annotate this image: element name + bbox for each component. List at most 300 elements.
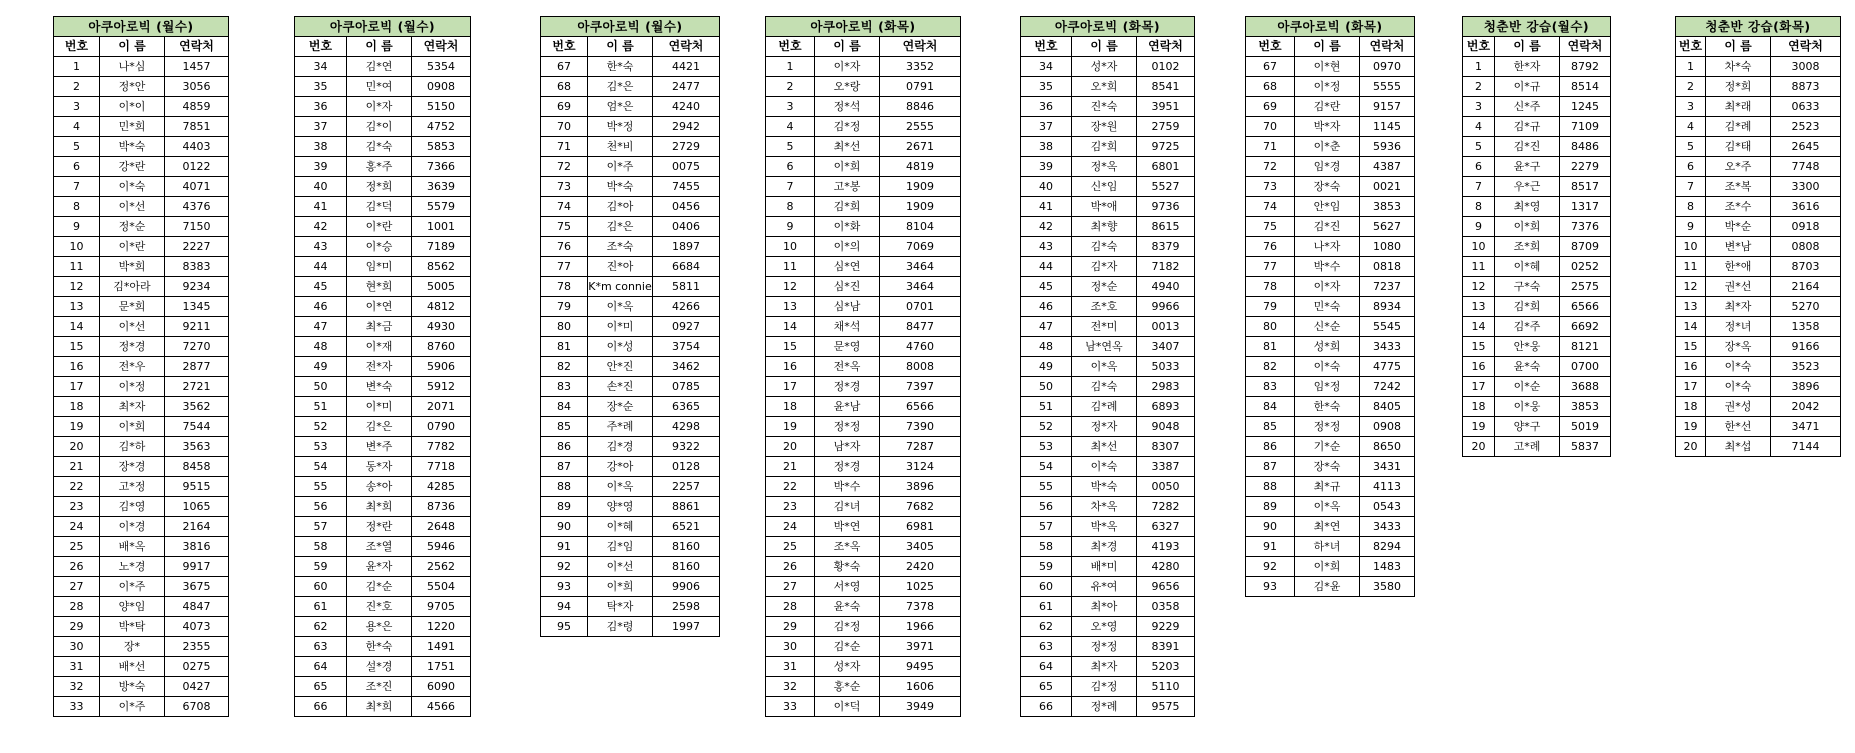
cell-number: 14 [1463, 317, 1495, 337]
cell-number: 73 [1246, 177, 1295, 197]
cell-name: 권*선 [1706, 277, 1771, 297]
table-row [295, 577, 471, 597]
cell-number: 22 [54, 477, 100, 497]
cell-name: 최*선 [1072, 437, 1137, 457]
cell-number: 19 [1463, 417, 1495, 437]
cell-number: 52 [295, 417, 347, 437]
cell-name: 안*웅 [1495, 337, 1560, 357]
table-row [1021, 517, 1195, 537]
cell-name: 이*춘 [1295, 137, 1360, 157]
table-row [766, 657, 961, 677]
cell-name: 조*열 [347, 537, 412, 557]
table-title: 청춘반 강습(화목) [1676, 17, 1841, 37]
cell-name: 최*향 [1072, 217, 1137, 237]
cell-number: 10 [1676, 237, 1706, 257]
table-row [295, 177, 471, 197]
cell-contact: 5946 [412, 537, 471, 557]
table-row [295, 97, 471, 117]
cell-number: 81 [1246, 337, 1295, 357]
cell-contact: 7144 [1771, 437, 1841, 457]
cell-contact: 5545 [1360, 317, 1415, 337]
cell-number: 60 [1021, 577, 1072, 597]
cell-name: 이*재 [347, 337, 412, 357]
cell-name: 배*미 [1072, 557, 1137, 577]
cell-name: 김*윤 [1295, 577, 1360, 597]
cell-number: 9 [1676, 217, 1706, 237]
table-row [1463, 77, 1611, 97]
cell-number: 1 [766, 57, 815, 77]
table-row [295, 57, 471, 77]
cell-number: 9 [54, 217, 100, 237]
cell-number: 39 [295, 157, 347, 177]
cell-contact: 1317 [1560, 197, 1611, 217]
table-row [766, 417, 961, 437]
table-row [1246, 197, 1415, 217]
table-row [1021, 557, 1195, 577]
cell-contact: 0275 [165, 657, 229, 677]
header-contact: 연락처 [412, 37, 471, 57]
cell-name: 장*원 [1072, 117, 1137, 137]
cell-number: 46 [295, 297, 347, 317]
cell-number: 30 [766, 637, 815, 657]
cell-number: 5 [1676, 137, 1706, 157]
cell-contact: 8517 [1560, 177, 1611, 197]
header-number: 번호 [1676, 37, 1706, 57]
cell-name: 민*숙 [1295, 297, 1360, 317]
table-row [54, 77, 229, 97]
table-row [541, 557, 720, 577]
cell-contact: 3971 [880, 637, 961, 657]
cell-contact: 7390 [880, 417, 961, 437]
cell-contact: 1245 [1560, 97, 1611, 117]
cell-name: 김*숙 [1072, 377, 1137, 397]
cell-name: 나*자 [1295, 237, 1360, 257]
cell-name: 차*숙 [1706, 57, 1771, 77]
cell-number: 26 [766, 557, 815, 577]
cell-contact: 1606 [880, 677, 961, 697]
table-row [766, 577, 961, 597]
cell-contact: 0075 [653, 157, 720, 177]
table-row [54, 557, 229, 577]
cell-number: 72 [541, 157, 588, 177]
cell-name: 박*숙 [1072, 477, 1137, 497]
cell-contact: 8477 [880, 317, 961, 337]
cell-contact: 0791 [880, 77, 961, 97]
cell-name: 이*혜 [588, 517, 653, 537]
cell-contact: 2729 [653, 137, 720, 157]
cell-name: 장*경 [100, 457, 165, 477]
table-row [1676, 377, 1841, 397]
table-row [295, 597, 471, 617]
table-row [1021, 117, 1195, 137]
cell-contact: 7376 [1560, 217, 1611, 237]
cell-number: 77 [1246, 257, 1295, 277]
table-row [1021, 537, 1195, 557]
cell-number: 24 [766, 517, 815, 537]
cell-contact: 3616 [1771, 197, 1841, 217]
table-row [541, 537, 720, 557]
cell-number: 20 [1676, 437, 1706, 457]
cell-name: 임*경 [1295, 157, 1360, 177]
cell-number: 6 [1676, 157, 1706, 177]
cell-contact: 3471 [1771, 417, 1841, 437]
cell-contact: 4280 [1137, 557, 1195, 577]
cell-name: 정*희 [347, 177, 412, 197]
cell-number: 10 [54, 237, 100, 257]
cell-number: 87 [541, 457, 588, 477]
cell-number: 80 [1246, 317, 1295, 337]
cell-name: 김*령 [588, 617, 653, 637]
cell-contact: 9495 [880, 657, 961, 677]
cell-contact: 1483 [1360, 557, 1415, 577]
cell-contact: 3949 [880, 697, 961, 717]
cell-number: 82 [541, 357, 588, 377]
cell-name: 정*자 [1072, 417, 1137, 437]
cell-number: 45 [295, 277, 347, 297]
table-row [766, 397, 961, 417]
cell-contact: 9917 [165, 557, 229, 577]
cell-contact: 0543 [1360, 497, 1415, 517]
table-row [295, 697, 471, 717]
cell-name: 조*호 [1072, 297, 1137, 317]
cell-number: 29 [54, 617, 100, 637]
table-row [766, 117, 961, 137]
cell-name: 신*주 [1495, 97, 1560, 117]
cell-name: 양*영 [588, 497, 653, 517]
table-row [1246, 257, 1415, 277]
cell-name: 민*여 [347, 77, 412, 97]
table-row [295, 137, 471, 157]
cell-number: 8 [766, 197, 815, 217]
cell-number: 19 [1676, 417, 1706, 437]
header-contact: 연락처 [165, 37, 229, 57]
cell-contact: 0252 [1560, 257, 1611, 277]
table-row [54, 457, 229, 477]
cell-name: 성*희 [1295, 337, 1360, 357]
cell-contact: 9234 [165, 277, 229, 297]
cell-contact: 9166 [1771, 337, 1841, 357]
cell-name: 한*자 [1495, 57, 1560, 77]
cell-number: 23 [54, 497, 100, 517]
cell-contact: 4775 [1360, 357, 1415, 377]
cell-contact: 4940 [1137, 277, 1195, 297]
cell-contact: 2042 [1771, 397, 1841, 417]
cell-name: 이*경 [100, 517, 165, 537]
table-row [54, 677, 229, 697]
header-contact: 연락처 [1771, 37, 1841, 57]
cell-name: 이*자 [347, 97, 412, 117]
cell-name: 박*숙 [100, 137, 165, 157]
cell-name: 최*선 [815, 137, 880, 157]
cell-number: 42 [295, 217, 347, 237]
cell-number: 78 [1246, 277, 1295, 297]
cell-name: 전*옥 [815, 357, 880, 377]
cell-name: 서*영 [815, 577, 880, 597]
cell-name: 김*아라 [100, 277, 165, 297]
table-row [54, 137, 229, 157]
cell-number: 26 [54, 557, 100, 577]
cell-name: 이*숙 [1706, 377, 1771, 397]
cell-name: 신*순 [1295, 317, 1360, 337]
cell-contact: 0050 [1137, 477, 1195, 497]
cell-name: 설*경 [347, 657, 412, 677]
header-name: 이 름 [815, 37, 880, 57]
cell-contact: 4403 [165, 137, 229, 157]
cell-number: 63 [1021, 637, 1072, 657]
cell-number: 36 [1021, 97, 1072, 117]
cell-number: 42 [1021, 217, 1072, 237]
cell-name: 배*선 [100, 657, 165, 677]
cell-contact: 6708 [165, 697, 229, 717]
cell-name: 김*순 [815, 637, 880, 657]
cell-number: 91 [1246, 537, 1295, 557]
cell-number: 12 [1676, 277, 1706, 297]
cell-contact: 0808 [1771, 237, 1841, 257]
cell-contact: 6365 [653, 397, 720, 417]
table-row [766, 377, 961, 397]
cell-number: 75 [1246, 217, 1295, 237]
cell-name: 이*이 [100, 97, 165, 117]
cell-contact: 9656 [1137, 577, 1195, 597]
cell-name: 한*숙 [347, 637, 412, 657]
cell-name: 최*영 [1495, 197, 1560, 217]
cell-contact: 2598 [653, 597, 720, 617]
table-row [1463, 197, 1611, 217]
cell-contact: 0358 [1137, 597, 1195, 617]
cell-contact: 3951 [1137, 97, 1195, 117]
cell-name: 이*웅 [1495, 397, 1560, 417]
table-row [1246, 457, 1415, 477]
table-row [54, 117, 229, 137]
cell-name: 최*연 [1295, 517, 1360, 537]
cell-contact: 3300 [1771, 177, 1841, 197]
cell-contact: 8104 [880, 217, 961, 237]
table-row [54, 377, 229, 397]
cell-contact: 2877 [165, 357, 229, 377]
table-row [1676, 217, 1841, 237]
table-row [1021, 397, 1195, 417]
cell-contact: 1358 [1771, 317, 1841, 337]
roster-table-8 [1675, 16, 1841, 457]
table-row [295, 257, 471, 277]
cell-name: 김*자 [1072, 257, 1137, 277]
table-row [295, 517, 471, 537]
cell-name: 김*정 [815, 117, 880, 137]
cell-number: 84 [1246, 397, 1295, 417]
cell-name: 이*옥 [588, 477, 653, 497]
cell-contact: 8792 [1560, 57, 1611, 77]
table-row [541, 157, 720, 177]
table-row [541, 97, 720, 117]
header-number: 번호 [766, 37, 815, 57]
cell-contact: 4930 [412, 317, 471, 337]
cell-contact: 0908 [412, 77, 471, 97]
cell-name: 이*정 [100, 377, 165, 397]
cell-name: 송*아 [347, 477, 412, 497]
cell-number: 25 [54, 537, 100, 557]
cell-number: 38 [1021, 137, 1072, 157]
table-row [1021, 457, 1195, 477]
cell-number: 88 [541, 477, 588, 497]
cell-number: 61 [295, 597, 347, 617]
cell-contact: 3008 [1771, 57, 1841, 77]
cell-contact: 4847 [165, 597, 229, 617]
cell-name: 최*희 [347, 697, 412, 717]
table-row [54, 57, 229, 77]
cell-name: 김*덕 [347, 197, 412, 217]
cell-number: 31 [54, 657, 100, 677]
cell-name: 이*희 [1295, 557, 1360, 577]
cell-name: 심*남 [815, 297, 880, 317]
cell-name: 고*정 [100, 477, 165, 497]
table-row [295, 477, 471, 497]
cell-contact: 0700 [1560, 357, 1611, 377]
cell-contact: 8405 [1360, 397, 1415, 417]
table-row [295, 417, 471, 437]
table-row [1676, 297, 1841, 317]
cell-number: 91 [541, 537, 588, 557]
cell-number: 11 [1676, 257, 1706, 277]
table-row [1246, 217, 1415, 237]
cell-contact: 2355 [165, 637, 229, 657]
table-row [1021, 357, 1195, 377]
cell-name: 정*정 [1072, 637, 1137, 657]
cell-number: 66 [295, 697, 347, 717]
table-row [295, 457, 471, 477]
table-row [766, 677, 961, 697]
table-row [54, 537, 229, 557]
cell-contact: 7069 [880, 237, 961, 257]
table-row [1246, 497, 1415, 517]
cell-number: 8 [1463, 197, 1495, 217]
cell-number: 14 [766, 317, 815, 337]
table-row [1463, 237, 1611, 257]
cell-contact: 7189 [412, 237, 471, 257]
table-row [295, 157, 471, 177]
cell-number: 61 [1021, 597, 1072, 617]
cell-number: 48 [1021, 337, 1072, 357]
table-row [54, 517, 229, 537]
table-row [1246, 117, 1415, 137]
cell-contact: 7109 [1560, 117, 1611, 137]
cell-number: 4 [766, 117, 815, 137]
table-row [1021, 297, 1195, 317]
cell-contact: 1897 [653, 237, 720, 257]
cell-name: 정*란 [347, 517, 412, 537]
cell-number: 16 [54, 357, 100, 377]
table-row [766, 217, 961, 237]
cell-contact: 4113 [1360, 477, 1415, 497]
cell-number: 92 [1246, 557, 1295, 577]
cell-contact: 4285 [412, 477, 471, 497]
table-row [1021, 617, 1195, 637]
cell-name: 최*규 [1295, 477, 1360, 497]
cell-name: 조*숙 [588, 237, 653, 257]
table-row [54, 437, 229, 457]
table-row [1676, 77, 1841, 97]
table-row [1676, 417, 1841, 437]
table-row [295, 437, 471, 457]
cell-contact: 6090 [412, 677, 471, 697]
cell-name: 김*은 [588, 217, 653, 237]
table-row [766, 57, 961, 77]
table-row [54, 477, 229, 497]
cell-contact: 8160 [653, 557, 720, 577]
table-row [295, 617, 471, 637]
table-row [1676, 137, 1841, 157]
cell-contact: 3754 [653, 337, 720, 357]
header-name: 이 름 [347, 37, 412, 57]
cell-number: 77 [541, 257, 588, 277]
header-contact: 연락처 [1560, 37, 1611, 57]
cell-contact: 2071 [412, 397, 471, 417]
cell-contact: 5811 [653, 277, 720, 297]
cell-contact: 5906 [412, 357, 471, 377]
cell-name: 정*정 [815, 417, 880, 437]
cell-number: 83 [1246, 377, 1295, 397]
cell-name: 한*숙 [588, 57, 653, 77]
cell-contact: 2164 [1771, 277, 1841, 297]
table-row [1246, 317, 1415, 337]
cell-contact: 4073 [165, 617, 229, 637]
cell-name: 우*근 [1495, 177, 1560, 197]
cell-name: 배*옥 [100, 537, 165, 557]
cell-contact: 3407 [1137, 337, 1195, 357]
cell-name: 이*자 [1295, 277, 1360, 297]
cell-name: 양*임 [100, 597, 165, 617]
cell-number: 5 [766, 137, 815, 157]
cell-contact: 8760 [412, 337, 471, 357]
cell-name: 한*애 [1706, 257, 1771, 277]
cell-contact: 9515 [165, 477, 229, 497]
cell-name: 이*현 [1295, 57, 1360, 77]
cell-number: 43 [295, 237, 347, 257]
cell-name: 이*옥 [588, 297, 653, 317]
cell-contact: 8379 [1137, 237, 1195, 257]
cell-contact: 7851 [165, 117, 229, 137]
table-row [1463, 137, 1611, 157]
cell-contact: 9157 [1360, 97, 1415, 117]
cell-name: 윤*자 [347, 557, 412, 577]
cell-name: 윤*구 [1495, 157, 1560, 177]
cell-number: 15 [54, 337, 100, 357]
table-title: 아쿠아로빅 (월수) [54, 17, 229, 37]
cell-name: 최*경 [1072, 537, 1137, 557]
cell-name: 박*애 [1072, 197, 1137, 217]
cell-name: 이*혜 [1495, 257, 1560, 277]
table-row [54, 597, 229, 617]
cell-number: 4 [1463, 117, 1495, 137]
table-row [54, 177, 229, 197]
cell-name: 최*희 [347, 497, 412, 517]
header-number: 번호 [1021, 37, 1072, 57]
cell-number: 17 [1463, 377, 1495, 397]
cell-contact: 3056 [165, 77, 229, 97]
cell-name: 최*아 [1072, 597, 1137, 617]
cell-contact: 7366 [412, 157, 471, 177]
cell-number: 84 [541, 397, 588, 417]
cell-name: 조*진 [347, 677, 412, 697]
cell-name: 남*자 [815, 437, 880, 457]
cell-contact: 2420 [880, 557, 961, 577]
cell-contact: 8121 [1560, 337, 1611, 357]
cell-name: 이*선 [100, 197, 165, 217]
cell-name: 이*선 [588, 557, 653, 577]
table-row [1463, 157, 1611, 177]
table-row [1246, 277, 1415, 297]
cell-name: 박*수 [815, 477, 880, 497]
cell-number: 58 [1021, 537, 1072, 557]
